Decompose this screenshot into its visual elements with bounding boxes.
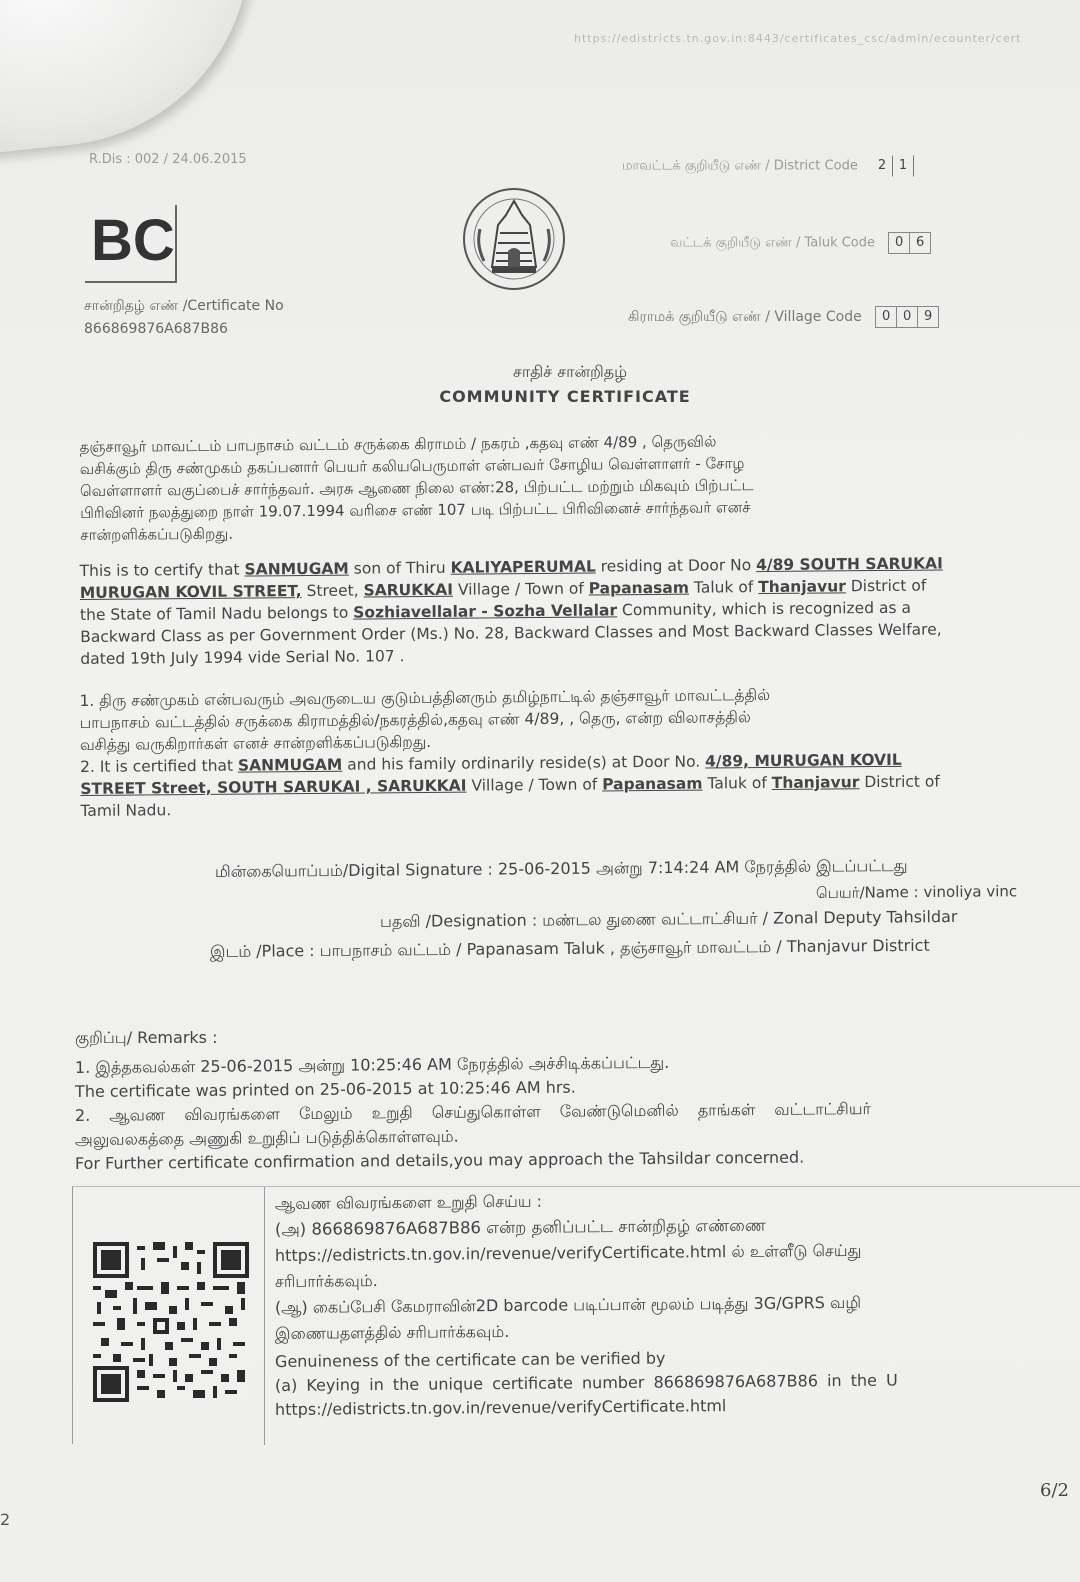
residence-certification-paragraph: 1. திரு சண்முகம் என்பவரும் அவருடைய குடும்பத்தினரும் தமிழ்நாட்டில் தஞ்சாவூர் மாவட்டத்தில் பாபநாசம் வட்டத்தில் சருக்கை கிராமத்தில்/நகரத்தில்,கதவு எண் 4/89, , தெரு, என்ற விலாசத்தில் வசித்து வருகிறார்கள் எனச் சான்றளிக்கப்படுகிறது. 2. It is certified that SANMUGAM and his family ordinarily reside(s) at Door No. 4/89, MURUGAN KOVIL STREET Street, SOUTH SARUKAI , SARUKKAI Village / Town of Papanasam Taluk of Thanjavur District of Tamil Nadu.: [79, 685, 940, 820]
taluk-code-label: வட்டக் குறியீடு எண் / Taluk Code: [670, 235, 876, 251]
qr-code-icon: [93, 1242, 249, 1406]
qr-cell: [73, 1187, 265, 1445]
village-code-value: 0 0 9: [876, 306, 939, 328]
remarks-label: குறிப்பு/ Remarks :: [75, 1028, 218, 1047]
certificate-title-tamil: சாதிச் சான்றிதழ்: [512, 362, 628, 381]
taluk-code: [670, 232, 931, 254]
margin-mark: 2: [0, 1510, 11, 1529]
remark-2-tamil-cont: அலுவலகத்தை அணுகி உறுதிப் படுத்திக்கொள்ளவும்.: [74, 1126, 459, 1149]
page-number: 6/2: [1040, 1480, 1069, 1501]
print-url: https://edistricts.tn.gov.in:8443/certificates_csc/admin/ecounter/cert: [574, 32, 1022, 45]
remark-1-english: The certificate was printed on 25-06-2015 at 10:25:46 AM hrs.: [74, 1077, 576, 1101]
signatory-designation: பதவி /Designation : மண்டல துணை வட்டாட்சியர் / Zonal Deputy Tahsildar: [379, 906, 958, 931]
english-certification-paragraph: This is to certify that SANMUGAM son of Thiru KALIYAPERUMAL residing at Door No 4/89 SOUTH SARUKAI MURUGAN KOVIL STREET, Street, SARUKKAI Village / Town of Papanasam Taluk of Thanjavur District of the State of Tamil Nadu belongs to Sozhiavellalar - Sozha Vellalar Community, which is recognized as a Backward Class as per Government Order (Ms.) No. 28, Backward Classes and Most Backward Classes Welfare, dated 19th July 1994 vide Serial No. 107 .: [79, 554, 943, 668]
digital-signature: மின்கையொப்பம்/Digital Signature : 25-06-2015 அன்று 7:14:24 AM நேரத்தில் இடப்பட்டது: [214, 855, 908, 881]
village-code: [628, 306, 939, 328]
verify-heading-english: Genuineness of the certificate can be verified by: [274, 1348, 666, 1371]
district-code-value: 2 1: [872, 155, 914, 177]
page-curl: [0, 0, 270, 155]
verify-option-b-tamil: (ஆ) கைப்பேசி கேமராவின்2D barcode படிப்பான் மூலம் படித்து 3G/GPRS வழி: [274, 1292, 862, 1317]
verify-heading-tamil: ஆவண விவரங்களை உறுதி செய்ய :: [274, 1191, 543, 1213]
remark-1-tamil: 1. இத்தகவல்கள் 25-06-2015 அன்று 10:25:46 AM நேரத்தில் அச்சிடிக்கப்பட்டது.: [74, 1052, 670, 1077]
reference-number: R.Dis : 002 / 24.06.2015: [89, 152, 247, 167]
verify-check-tamil: சரிபார்க்கவும்.: [274, 1271, 378, 1291]
remark-2-english: For Further certificate confirmation and details,you may approach the Tahsildar concerned.: [74, 1147, 805, 1173]
verify-url-tamil: https://edistricts.tn.gov.in/revenue/verifyCertificate.html ல் உள்ளீடு செய்து: [274, 1240, 862, 1265]
district-code: [622, 155, 914, 177]
verify-option-a-tamil: (அ) 866869876A687B86 என்ற தனிப்பட்ட சான்றிதழ் எண்ணை: [274, 1215, 766, 1239]
verify-url-english: https://edistricts.tn.gov.in/revenue/verifyCertificate.html: [274, 1396, 727, 1419]
village-code-label: கிராமக் குறியீடு எண் / Village Code: [628, 309, 862, 325]
certificate-number-label: சான்றிதழ் எண் /Certificate No: [84, 298, 284, 314]
remark-2-tamil: 2. ஆவண விவரங்களை மேலும் உறுதி செய்துகொள்ள வேண்டுமெனில் தாங்கள் வட்டாட்சியர்: [74, 1099, 871, 1125]
signatory-place: இடம் /Place : பாபநாசம் வட்டம் / Papanasam Taluk , தஞ்சாவூர் மாவட்டம் / Thanjavur District: [209, 935, 930, 961]
tamil-nadu-emblem-icon: [458, 185, 570, 297]
signatory-name: பெயர்/Name : vinoliya vinc: [815, 882, 1018, 902]
category-badge: BC: [85, 205, 177, 283]
taluk-code-value: 0 6: [889, 232, 931, 254]
verify-option-a-english: (a) Keying in the unique certificate number 866869876A687B86 in the U: [274, 1370, 898, 1395]
district-code-label: மாவட்டக் குறியீடு எண் / District Code: [622, 158, 858, 174]
certificate-number: 866869876A687B86: [84, 321, 228, 337]
certificate-title-english: COMMUNITY CERTIFICATE: [439, 387, 691, 406]
verify-website-tamil: இணையதளத்தில் சரிபார்க்கவும்.: [274, 1321, 510, 1343]
tamil-certification-paragraph: தஞ்சாவூர் மாவட்டம் பாபநாசம் வட்டம் சருக்கை கிராமம் / நகரம் ,கதவு எண் 4/89 , தெருவில் வசிக்கும் திரு சண்முகம் தகப்பனார் பெயர் கலியபெருமாள் என்பவர் சோழிய வெள்ளாளர் - சோழ வெள்ளாளர் வகுப்பைச் சார்ந்தவர். அரசு ஆணை நிலை எண்:28, பிற்பட்ட மற்றும் மிகவும் பிற்பட்ட பிரிவினர் நலத்துறை நாள் 19.07.1994 வரிசை எண் 107 படி பிற்பட்ட பிரிவினைச் சார்ந்தவர் எனச் சான்றளிக்கப்படுகிறது.: [79, 432, 754, 544]
